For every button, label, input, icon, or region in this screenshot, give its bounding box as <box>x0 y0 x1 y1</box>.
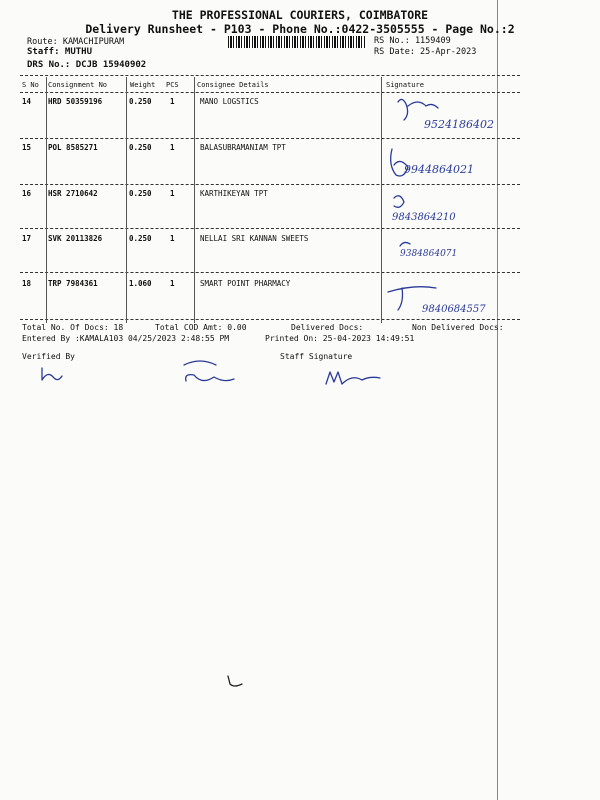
route-label: Route: KAMACHIPURAM <box>27 37 125 47</box>
handwritten-signature <box>398 236 498 266</box>
table-cell-sno: 16 <box>22 189 32 198</box>
table-cell-weight: 0.250 <box>129 189 152 198</box>
table-cell-weight: 0.250 <box>129 143 152 152</box>
row-divider <box>20 138 520 139</box>
row-divider <box>20 228 520 229</box>
document-subtitle: Delivery Runsheet - P103 - Phone No.:0422-3505555 - Page No.:2 <box>85 22 515 36</box>
column-header-weight: Weight <box>130 81 156 89</box>
table-cell-sno: 15 <box>22 143 32 152</box>
column-header-consignee: Consignee Details <box>197 81 269 89</box>
table-cell-weight: 0.250 <box>129 97 152 106</box>
signature-phone: 9384864071 <box>400 249 458 259</box>
signature-phone: 9840684557 <box>422 304 486 315</box>
staff-signature-label: Staff Signature <box>280 352 353 361</box>
verifier-signature <box>36 362 66 386</box>
column-header-pcs: PCS <box>166 81 179 89</box>
printed-on: Printed On: 25-04-2023 14:49:51 <box>265 334 415 343</box>
table-cell-pcs: 1 <box>170 279 175 288</box>
column-header-signature: Signature <box>386 81 424 89</box>
handwritten-signature <box>388 94 498 136</box>
entered-by: Entered By :KAMALA103 04/25/2023 2:48:55 PM <box>22 334 230 343</box>
column-divider <box>194 77 195 323</box>
document-title: THE PROFESSIONAL COURIERS, COIMBATORE <box>171 8 429 22</box>
rs-date: RS Date: 25-Apr-2023 <box>374 47 477 57</box>
table-cell-consignee: NELLAI SRI KANNAN SWEETS <box>200 234 309 243</box>
column-header-sno: S No <box>22 81 39 89</box>
table-cell-consignment: TRP 7984361 <box>48 279 98 288</box>
signature-phone: 9843864210 <box>392 212 456 223</box>
table-cell-consignee: BALASUBRAMANIAM TPT <box>200 143 286 152</box>
staff-signature <box>322 366 386 390</box>
table-cell-pcs: 1 <box>170 234 175 243</box>
table-cell-sno: 17 <box>22 234 32 243</box>
delivered-docs: Delivered Docs: <box>291 323 364 332</box>
table-cell-consignment: HRD 50359196 <box>48 97 103 106</box>
table-cell-consignment: HSR 2710642 <box>48 189 98 198</box>
handwritten-signature <box>384 278 498 318</box>
table-cell-consignment: POL 8585271 <box>48 143 98 152</box>
table-cell-pcs: 1 <box>170 189 175 198</box>
total-cod: Total COD Amt: 0.00 <box>155 323 247 332</box>
table-cell-pcs: 1 <box>170 97 175 106</box>
column-divider <box>46 77 47 323</box>
signature-phone: 9524186402 <box>424 118 494 131</box>
column-header-consignment: Consignment No <box>48 81 108 89</box>
drs-number: DRS No.: DCJB 15940902 <box>27 60 147 70</box>
row-divider <box>20 184 520 185</box>
barcode <box>228 36 366 48</box>
table-cell-consignee: KARTHIKEYAN TPT <box>200 189 268 198</box>
row-divider <box>20 272 520 273</box>
column-divider <box>126 77 127 323</box>
total-docs: Total No. Of Docs: 18 <box>22 323 124 332</box>
table-header-rule <box>20 92 520 93</box>
table-cell-consignment: SVK 20113826 <box>48 234 103 243</box>
table-cell-sno: 18 <box>22 279 32 288</box>
table-cell-sno: 14 <box>22 97 32 106</box>
column-divider <box>381 77 382 323</box>
table-cell-consignee: SMART POINT PHARMACY <box>200 279 291 288</box>
handwritten-signature <box>386 143 498 183</box>
table-cell-pcs: 1 <box>170 143 175 152</box>
table-bottom-rule <box>20 319 520 320</box>
table-cell-weight: 1.060 <box>129 279 152 288</box>
verifier-signature <box>180 355 240 395</box>
ink-mark <box>222 672 246 690</box>
staff-label: Staff: MUTHU <box>27 47 93 57</box>
handwritten-signature <box>388 190 496 228</box>
table-cell-weight: 0.250 <box>129 234 152 243</box>
signature-phone: 9944864021 <box>404 163 474 176</box>
rs-number: RS No.: 1159409 <box>374 36 451 46</box>
table-top-rule <box>20 75 520 76</box>
verified-by-label: Verified By <box>22 352 75 361</box>
table-cell-consignee: MANO LOGSTICS <box>200 97 259 106</box>
non-delivered-docs: Non Delivered Docs: <box>412 323 504 332</box>
